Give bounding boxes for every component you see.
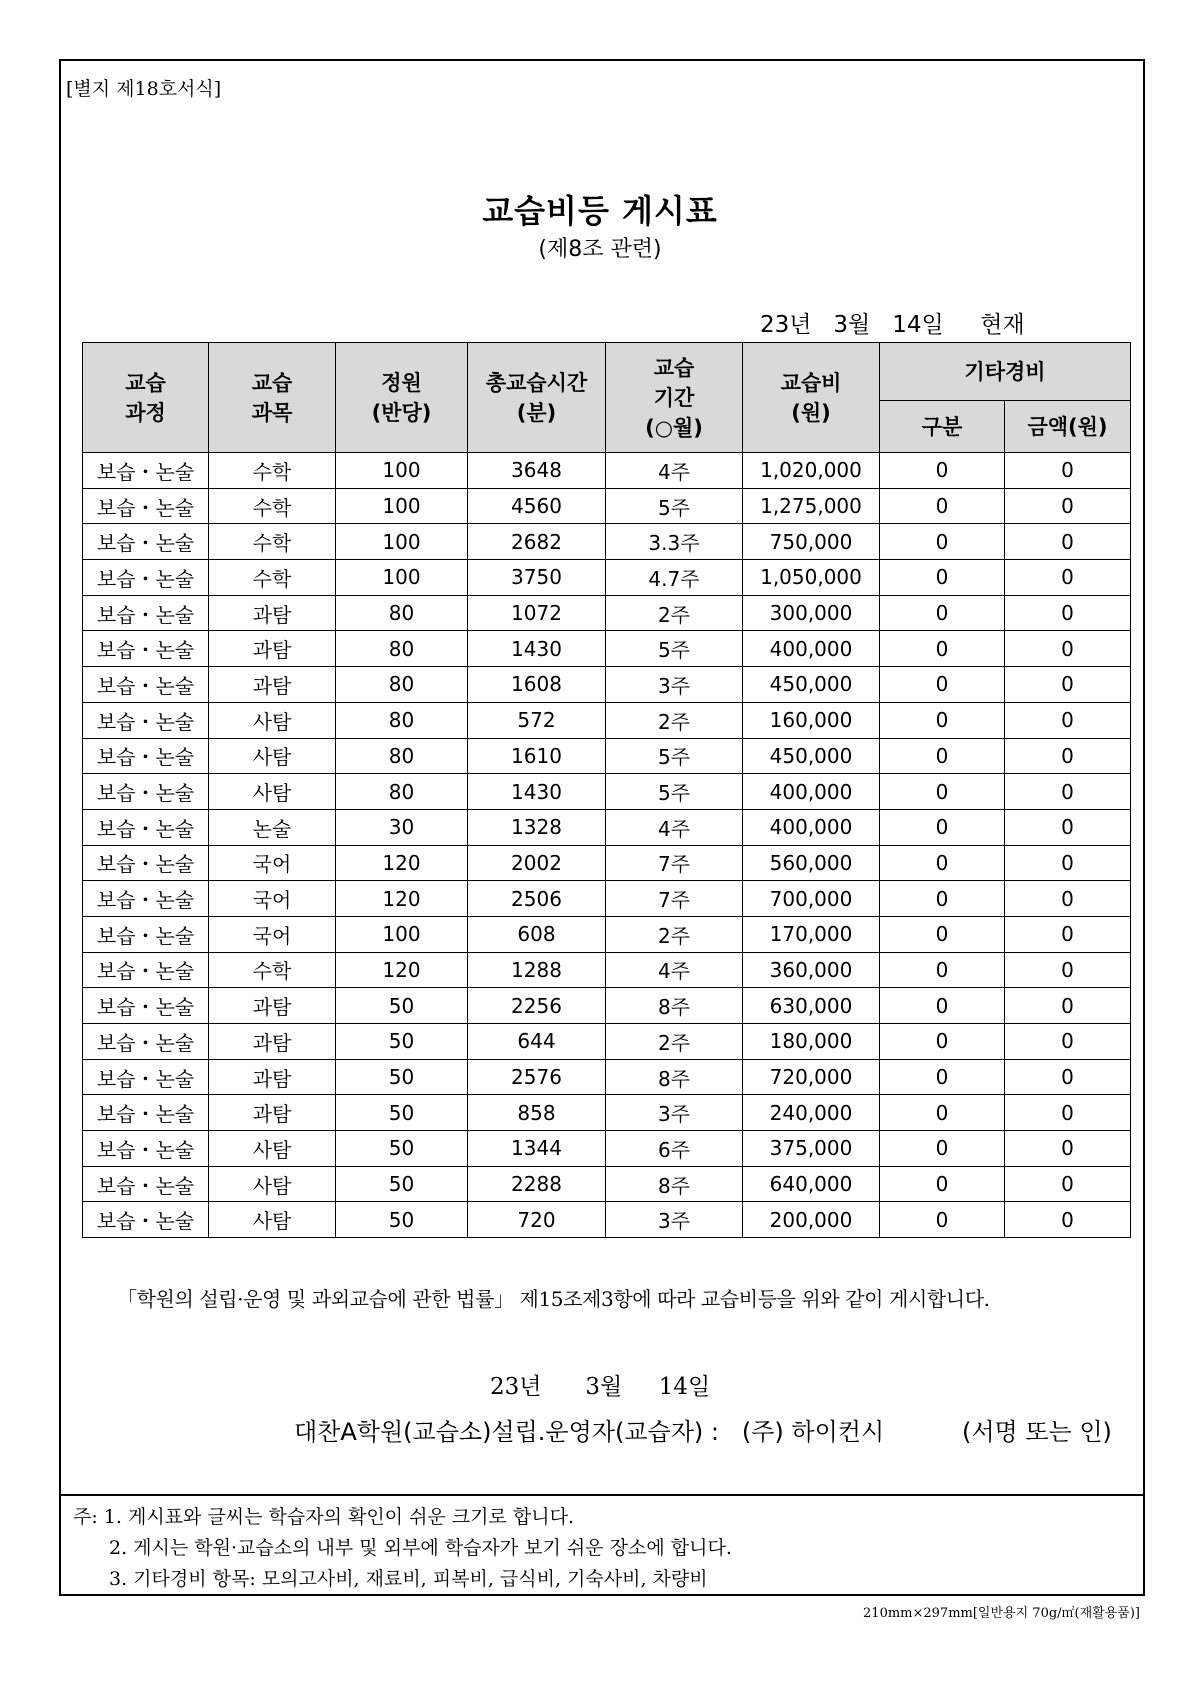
subject-cell: 과탐 <box>209 595 336 631</box>
fee-cell: 700,000 <box>743 881 880 917</box>
table-row <box>83 1202 1131 1238</box>
header-other-expenses: 기타경비 <box>880 343 1131 401</box>
category-cell: 0 <box>880 845 1005 881</box>
time-cell: 1430 <box>468 631 606 667</box>
capacity-cell: 100 <box>336 560 468 596</box>
capacity-cell: 50 <box>336 988 468 1024</box>
table-row <box>83 453 1131 489</box>
period-cell: 8주 <box>606 1059 743 1095</box>
course-cell: 보습・논술 <box>83 809 209 845</box>
time-cell: 4560 <box>468 488 606 524</box>
amount-cell: 0 <box>1005 774 1131 810</box>
capacity-cell: 120 <box>336 952 468 988</box>
table-row <box>83 774 1131 810</box>
signer-line: 대찬A학원(교습소)설립.운영자(교습자) : (주) 하이컨시 <box>294 1418 885 1446</box>
header-other-amount: 금액(원) <box>1005 401 1131 453</box>
course-cell: 보습・논술 <box>83 1095 209 1131</box>
table-row <box>83 631 1131 667</box>
fee-table <box>82 342 1131 1238</box>
capacity-cell: 30 <box>336 809 468 845</box>
capacity-cell: 100 <box>336 524 468 560</box>
subject-cell: 국어 <box>209 916 336 952</box>
sign-date: 23년 3월 14일 <box>490 1374 711 1400</box>
header-subject: 교습 과목 <box>209 343 336 453</box>
fee-cell: 1,020,000 <box>743 453 880 489</box>
period-cell: 3주 <box>606 1202 743 1238</box>
table-row <box>83 702 1131 738</box>
category-cell: 0 <box>880 881 1005 917</box>
time-cell: 2256 <box>468 988 606 1024</box>
time-cell: 2002 <box>468 845 606 881</box>
subject-cell: 사탐 <box>209 1202 336 1238</box>
table-row <box>83 1131 1131 1167</box>
time-cell: 720 <box>468 1202 606 1238</box>
table-row <box>83 667 1131 703</box>
table-row <box>83 560 1131 596</box>
fee-cell: 450,000 <box>743 667 880 703</box>
category-cell: 0 <box>880 1166 1005 1202</box>
course-cell: 보습・논술 <box>83 774 209 810</box>
time-cell: 1328 <box>468 809 606 845</box>
period-cell: 3.3주 <box>606 524 743 560</box>
subject-cell: 사탐 <box>209 738 336 774</box>
course-cell: 보습・논술 <box>83 881 209 917</box>
amount-cell: 0 <box>1005 488 1131 524</box>
subject-cell: 수학 <box>209 488 336 524</box>
capacity-cell: 100 <box>336 488 468 524</box>
amount-cell: 0 <box>1005 595 1131 631</box>
fee-cell: 200,000 <box>743 1202 880 1238</box>
period-cell: 2주 <box>606 1024 743 1060</box>
amount-cell: 0 <box>1005 916 1131 952</box>
course-cell: 보습・논술 <box>83 667 209 703</box>
time-cell: 3750 <box>468 560 606 596</box>
subject-cell: 과탐 <box>209 1059 336 1095</box>
amount-cell: 0 <box>1005 809 1131 845</box>
time-cell: 1344 <box>468 1131 606 1167</box>
fee-cell: 750,000 <box>743 524 880 560</box>
table-row <box>83 845 1131 881</box>
table-row <box>83 988 1131 1024</box>
time-cell: 2288 <box>468 1166 606 1202</box>
table-row <box>83 524 1131 560</box>
category-cell: 0 <box>880 453 1005 489</box>
table-row <box>83 595 1131 631</box>
category-cell: 0 <box>880 1131 1005 1167</box>
capacity-cell: 50 <box>336 1166 468 1202</box>
fee-cell: 300,000 <box>743 595 880 631</box>
period-cell: 4주 <box>606 453 743 489</box>
course-cell: 보습・논술 <box>83 1131 209 1167</box>
header-total-time: 총교습시간 (분) <box>468 343 606 453</box>
amount-cell: 0 <box>1005 988 1131 1024</box>
time-cell: 2506 <box>468 881 606 917</box>
amount-cell: 0 <box>1005 738 1131 774</box>
amount-cell: 0 <box>1005 1024 1131 1060</box>
subject-cell: 사탐 <box>209 774 336 810</box>
period-cell: 3주 <box>606 667 743 703</box>
period-cell: 4주 <box>606 809 743 845</box>
time-cell: 1610 <box>468 738 606 774</box>
capacity-cell: 80 <box>336 595 468 631</box>
time-cell: 1430 <box>468 774 606 810</box>
period-cell: 3주 <box>606 1095 743 1131</box>
subject-cell: 사탐 <box>209 1131 336 1167</box>
course-cell: 보습・논술 <box>83 702 209 738</box>
document-title: 교습비등 게시표 <box>482 192 718 230</box>
table-row <box>83 809 1131 845</box>
category-cell: 0 <box>880 1024 1005 1060</box>
course-cell: 보습・논술 <box>83 1202 209 1238</box>
header-other-category: 구분 <box>880 401 1005 453</box>
fee-cell: 170,000 <box>743 916 880 952</box>
form-number: [별지 제18호서식] <box>66 78 222 100</box>
fee-cell: 375,000 <box>743 1131 880 1167</box>
period-cell: 5주 <box>606 631 743 667</box>
course-cell: 보습・논술 <box>83 488 209 524</box>
amount-cell: 0 <box>1005 1095 1131 1131</box>
fee-cell: 640,000 <box>743 1166 880 1202</box>
subject-cell: 수학 <box>209 453 336 489</box>
fee-cell: 630,000 <box>743 988 880 1024</box>
fee-cell: 1,275,000 <box>743 488 880 524</box>
capacity-cell: 120 <box>336 845 468 881</box>
time-cell: 2682 <box>468 524 606 560</box>
category-cell: 0 <box>880 1059 1005 1095</box>
table-row <box>83 1095 1131 1131</box>
period-cell: 4.7주 <box>606 560 743 596</box>
note-line: 주: 1. 게시표와 글씨는 학습자의 확인이 쉬운 크기로 합니다. <box>73 1506 575 1528</box>
category-cell: 0 <box>880 738 1005 774</box>
amount-cell: 0 <box>1005 1166 1131 1202</box>
fee-cell: 360,000 <box>743 952 880 988</box>
fee-cell: 450,000 <box>743 738 880 774</box>
course-cell: 보습・논술 <box>83 738 209 774</box>
capacity-cell: 80 <box>336 702 468 738</box>
fee-cell: 160,000 <box>743 702 880 738</box>
period-cell: 6주 <box>606 1131 743 1167</box>
capacity-cell: 80 <box>336 667 468 703</box>
category-cell: 0 <box>880 916 1005 952</box>
subject-cell: 과탐 <box>209 1024 336 1060</box>
fee-cell: 1,050,000 <box>743 560 880 596</box>
table-row <box>83 916 1131 952</box>
as-of-date: 23년 3월 14일 현재 <box>760 312 1025 338</box>
header-capacity: 정원 (반당) <box>336 343 468 453</box>
amount-cell: 0 <box>1005 881 1131 917</box>
subject-cell: 사탐 <box>209 702 336 738</box>
subject-cell: 국어 <box>209 881 336 917</box>
amount-cell: 0 <box>1005 845 1131 881</box>
amount-cell: 0 <box>1005 1131 1131 1167</box>
subject-cell: 과탐 <box>209 1095 336 1131</box>
category-cell: 0 <box>880 524 1005 560</box>
period-cell: 5주 <box>606 774 743 810</box>
period-cell: 5주 <box>606 738 743 774</box>
capacity-cell: 100 <box>336 453 468 489</box>
fee-cell: 560,000 <box>743 845 880 881</box>
amount-cell: 0 <box>1005 952 1131 988</box>
course-cell: 보습・논술 <box>83 595 209 631</box>
signature-note: (서명 또는 인) <box>962 1418 1112 1446</box>
legal-statement: 「학원의 설립·운영 및 과외교습에 관한 법률」 제15조제3항에 따라 교습비등을 위와 같이 게시합니다. <box>117 1287 990 1311</box>
course-cell: 보습・논술 <box>83 845 209 881</box>
time-cell: 608 <box>468 916 606 952</box>
capacity-cell: 50 <box>336 1095 468 1131</box>
table-row <box>83 1059 1131 1095</box>
category-cell: 0 <box>880 667 1005 703</box>
capacity-cell: 50 <box>336 1059 468 1095</box>
period-cell: 2주 <box>606 702 743 738</box>
period-cell: 8주 <box>606 1166 743 1202</box>
capacity-cell: 100 <box>336 916 468 952</box>
fee-cell: 400,000 <box>743 809 880 845</box>
course-cell: 보습・논술 <box>83 1024 209 1060</box>
table-row <box>83 488 1131 524</box>
subject-cell: 수학 <box>209 952 336 988</box>
category-cell: 0 <box>880 1202 1005 1238</box>
subject-cell: 수학 <box>209 560 336 596</box>
course-cell: 보습・논술 <box>83 453 209 489</box>
period-cell: 2주 <box>606 595 743 631</box>
amount-cell: 0 <box>1005 453 1131 489</box>
capacity-cell: 50 <box>336 1202 468 1238</box>
time-cell: 644 <box>468 1024 606 1060</box>
header-fee: 교습비 (원) <box>743 343 880 453</box>
subject-cell: 사탐 <box>209 1166 336 1202</box>
subject-cell: 수학 <box>209 524 336 560</box>
fee-cell: 240,000 <box>743 1095 880 1131</box>
course-cell: 보습・논술 <box>83 560 209 596</box>
amount-cell: 0 <box>1005 702 1131 738</box>
amount-cell: 0 <box>1005 667 1131 703</box>
amount-cell: 0 <box>1005 560 1131 596</box>
time-cell: 572 <box>468 702 606 738</box>
table-row <box>83 1166 1131 1202</box>
amount-cell: 0 <box>1005 1059 1131 1095</box>
capacity-cell: 80 <box>336 738 468 774</box>
fee-cell: 400,000 <box>743 774 880 810</box>
course-cell: 보습・논술 <box>83 988 209 1024</box>
time-cell: 3648 <box>468 453 606 489</box>
note-line: 2. 게시는 학원·교습소의 내부 및 외부에 학습자가 보기 쉬운 장소에 합니다. <box>109 1537 732 1559</box>
time-cell: 2576 <box>468 1059 606 1095</box>
period-cell: 7주 <box>606 845 743 881</box>
subject-cell: 과탐 <box>209 631 336 667</box>
category-cell: 0 <box>880 631 1005 667</box>
period-cell: 7주 <box>606 881 743 917</box>
course-cell: 보습・논술 <box>83 631 209 667</box>
note-line: 3. 기타경비 항목: 모의고사비, 재료비, 피복비, 급식비, 기숙사비, 차량비 <box>109 1568 708 1590</box>
subject-cell: 국어 <box>209 845 336 881</box>
category-cell: 0 <box>880 809 1005 845</box>
subject-cell: 과탐 <box>209 988 336 1024</box>
capacity-cell: 120 <box>336 881 468 917</box>
period-cell: 5주 <box>606 488 743 524</box>
amount-cell: 0 <box>1005 1202 1131 1238</box>
period-cell: 4주 <box>606 952 743 988</box>
capacity-cell: 50 <box>336 1024 468 1060</box>
amount-cell: 0 <box>1005 631 1131 667</box>
course-cell: 보습・논술 <box>83 952 209 988</box>
paper-spec: 210mm×297mm[일반용지 70g/㎡(재활용품)] <box>863 1606 1140 1621</box>
course-cell: 보습・논술 <box>83 916 209 952</box>
time-cell: 1288 <box>468 952 606 988</box>
fee-cell: 400,000 <box>743 631 880 667</box>
header-course: 교습 과정 <box>83 343 209 453</box>
fee-cell: 720,000 <box>743 1059 880 1095</box>
notes-section <box>59 1494 1145 1595</box>
course-cell: 보습・논술 <box>83 1059 209 1095</box>
document-subtitle: (제8조 관련) <box>538 237 662 262</box>
header-period: 교습 기간 (○월) <box>606 343 743 453</box>
table-row <box>83 738 1131 774</box>
table-row <box>83 952 1131 988</box>
category-cell: 0 <box>880 952 1005 988</box>
course-cell: 보습・논술 <box>83 524 209 560</box>
amount-cell: 0 <box>1005 524 1131 560</box>
capacity-cell: 50 <box>336 1131 468 1167</box>
time-cell: 858 <box>468 1095 606 1131</box>
category-cell: 0 <box>880 988 1005 1024</box>
table-row <box>83 881 1131 917</box>
period-cell: 8주 <box>606 988 743 1024</box>
category-cell: 0 <box>880 595 1005 631</box>
capacity-cell: 80 <box>336 631 468 667</box>
period-cell: 2주 <box>606 916 743 952</box>
category-cell: 0 <box>880 702 1005 738</box>
course-cell: 보습・논술 <box>83 1166 209 1202</box>
time-cell: 1608 <box>468 667 606 703</box>
subject-cell: 논술 <box>209 809 336 845</box>
category-cell: 0 <box>880 560 1005 596</box>
subject-cell: 과탐 <box>209 667 336 703</box>
capacity-cell: 80 <box>336 774 468 810</box>
category-cell: 0 <box>880 1095 1005 1131</box>
time-cell: 1072 <box>468 595 606 631</box>
category-cell: 0 <box>880 774 1005 810</box>
table-row <box>83 1024 1131 1060</box>
fee-cell: 180,000 <box>743 1024 880 1060</box>
category-cell: 0 <box>880 488 1005 524</box>
